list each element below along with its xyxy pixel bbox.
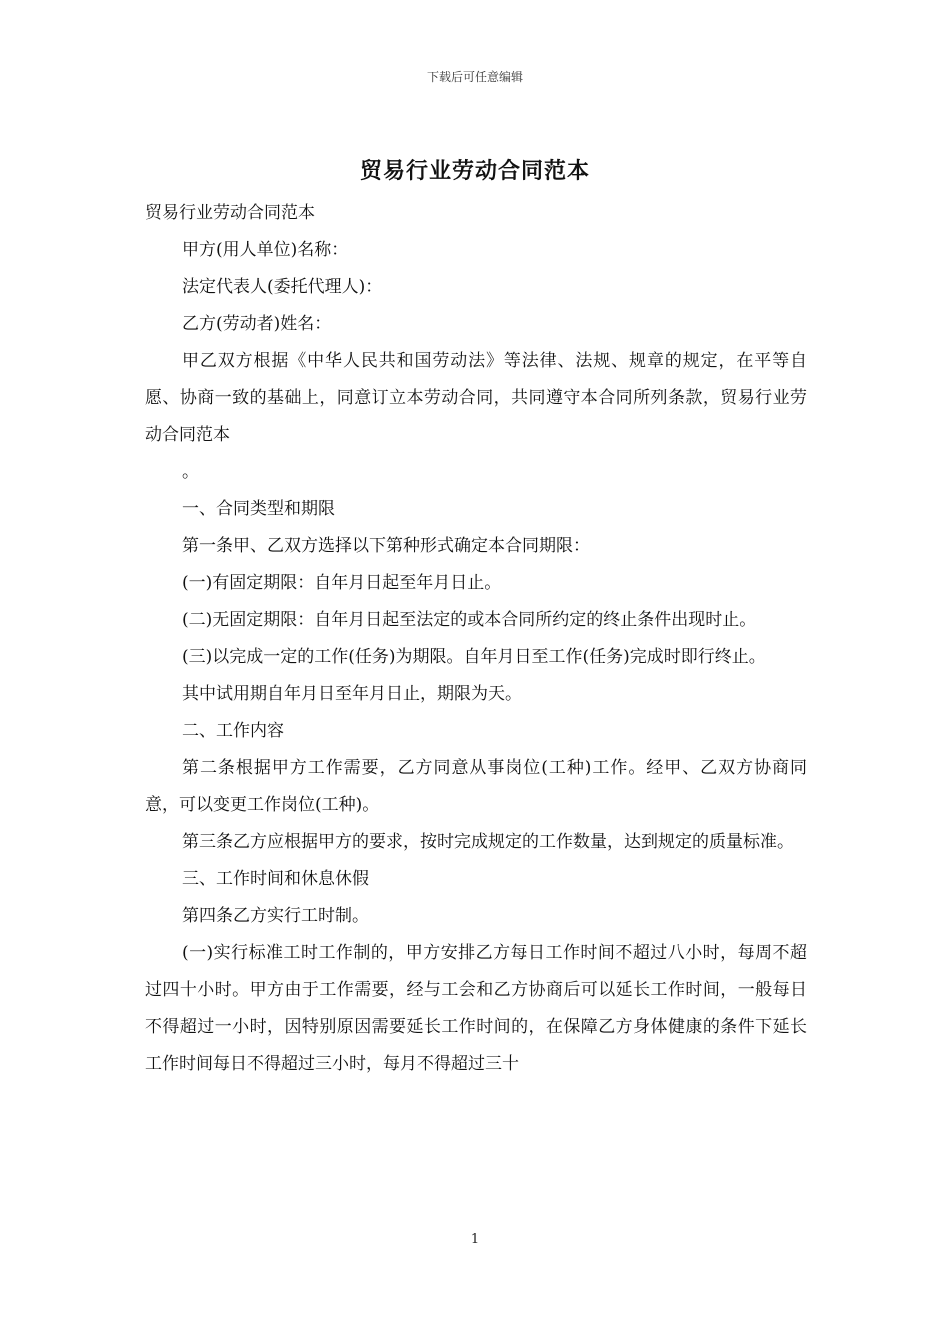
article-2: 第二条根据甲方工作需要，乙方同意从事岗位(工种)工作。经甲、乙双方协商同意，可以变更工作岗位(工种)。 — [145, 758, 807, 815]
document-body — [145, 195, 807, 1083]
paragraph-party-a: 甲方(用人单位)名称： — [182, 240, 349, 260]
paragraph-subtitle: 贸易行业劳动合同范本 — [145, 203, 315, 223]
article-4: 第四条乙方实行工时制。 — [182, 906, 369, 926]
probation-clause: 其中试用期自年月日至年月日止，期限为天。 — [182, 684, 522, 704]
article-3: 第三条乙方应根据甲方的要求，按时完成规定的工作数量，达到规定的质量标准。 — [182, 832, 794, 852]
section-heading-2: 二、工作内容 — [182, 721, 284, 741]
header-note: 下载后可任意编辑 — [426, 70, 523, 84]
section-heading-1: 一、合同类型和期限 — [182, 499, 335, 519]
article-4-item-1: (一)实行标准工时工作制的，甲方安排乙方每日工作时间不超过八小时，每周不超过四十小时。甲方由于工作需要，经与工会和乙方协商后可以延长工作时间，一般每日不得超过一小时，因特别原因需要延长工作时间的，在保障乙方身体健康的条件下延长工作时间每日不得超过三小时，每月不得超过三十 — [145, 943, 807, 1074]
page-number: 1 — [470, 1232, 480, 1247]
paragraph-legal-rep: 法定代表人(委托代理人)： — [182, 277, 383, 297]
section-heading-3: 三、工作时间和休息休假 — [182, 869, 369, 889]
article-1-item-1: (一)有固定期限：自年月日起至年月日止。 — [182, 573, 502, 593]
article-1-item-3: (三)以完成一定的工作(任务)为期限。自年月日至工作(任务)完成时即行终止。 — [182, 647, 766, 667]
paragraph-preamble: 甲乙双方根据《中华人民共和国劳动法》等法律、法规、规章的规定，在平等自愿、协商一致的基础上，同意订立本劳动合同，共同遵守本合同所列条款，贸易行业劳动合同范本 — [145, 351, 807, 445]
document-title: 贸易行业劳动合同范本 — [359, 158, 590, 184]
article-1-item-2: (二)无固定期限：自年月日起至法定的或本合同所约定的终止条件出现时止。 — [182, 610, 757, 630]
paragraph-party-b: 乙方(劳动者)姓名： — [182, 314, 332, 334]
article-1: 第一条甲、乙双方选择以下第种形式确定本合同期限： — [182, 536, 590, 556]
paragraph-period: 。 — [182, 462, 199, 482]
